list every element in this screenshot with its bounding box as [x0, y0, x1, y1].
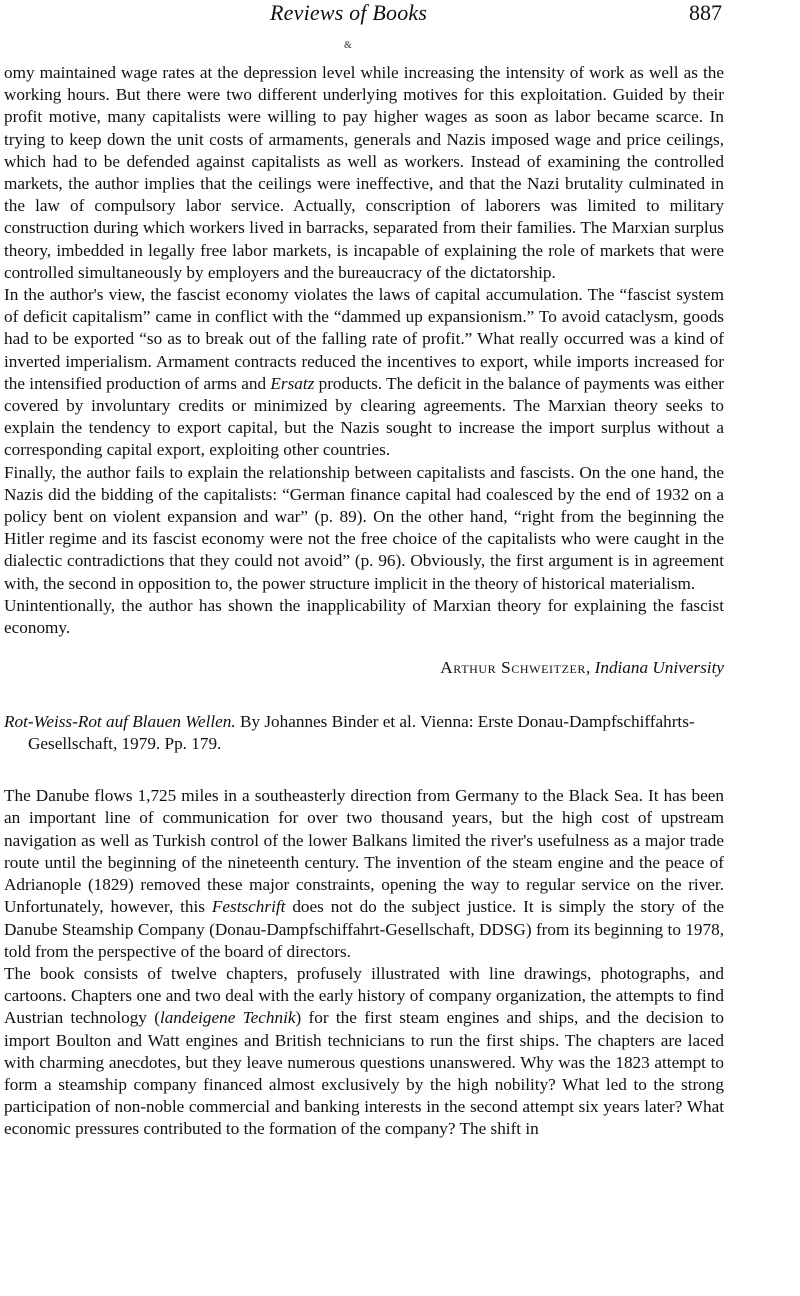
- review1-paragraph-4: Unintentionally, the author has shown the inapplicability of Marxian theory for explaining the fascist economy.: [4, 595, 724, 638]
- reviewer-institution: Indiana University: [594, 658, 724, 678]
- page-header: [0, 0, 800, 34]
- review2-p2-b: ) for the first steam engines and ships, and the decision to import Boulton and Watt engines and British technicians to run the first ships. The chapters are laced with charming anecdotes, but they leave numerous questions unanswered. Why was the 1823 attempt to form a steamship company financed almost exclusively by the high nobility? What led to the strong participation of non-noble commercial and banking interests in the second attempt six years later? What economic pressures contributed to the formation of the company? The shift in: [4, 1008, 724, 1139]
- page-number: 887: [689, 0, 722, 25]
- book-title: Rot-Weiss-Rot auf Blauen Wellen.: [4, 712, 236, 732]
- review1-paragraph-2: [4, 284, 724, 462]
- reviewer-name: Arthur Schweitzer: [440, 658, 587, 678]
- review1-p2-ersatz: Ersatz: [270, 373, 315, 393]
- review2-p1-b: does not do the subject justice. It is simply the story of the Danube Steamship Company (Donau-Dampfschiffahrt-Gesellschaft, DDSG) from its beginning to 1978, told from the perspective of the board of directors.: [4, 897, 724, 961]
- review2-p2-term: landeigene Technik: [159, 1008, 296, 1028]
- running-title: Reviews of Books: [270, 0, 428, 25]
- review1-paragraph-3: Finally, the author fails to explain the relationship between capitalists and fascists. On the one hand, the Nazis did the bidding of the capitalists: “German finance capital had coalesced by the end of 1932 on a policy bent on violent expansion and war” (p. 89). On the other hand, “right from the beginning the Hitler regime and its fascist economy were not the free choice of the capitalists who were caught in the dialectic contradictions that they could not avoid” (p. 96). Obviously, the first argument is in agreement with, the second in opposition to, the power structure implicit in the theory of historical materialism.: [4, 462, 724, 593]
- article-body: [4, 62, 724, 1141]
- review2-paragraph-2: [4, 963, 724, 1141]
- review1-paragraph-1: omy maintained wage rates at the depression level while increasing the intensity of work as well as the working hours. But there were two different underlying motives for this exploitation. Guided by their profit motive, many capitalists were willing to pay higher wages as soon as labor became scarce. In trying to keep down the unit costs of armaments, generals and Nazis imposed wage and price ceilings, which had to be defended against capitalists as well as workers. Instead of examining the controlled markets, the author implies that the ceilings were ineffective, and that the Nazi brutality culminated in the law of compulsory labor service. Actually, conscription of laborers was limited to military construction during which workers lived in barracks, separated from their families. The Marxian surplus theory, imbedded in legally free labor markets, is incapable of explaining the role of markets that were controlled simultaneously by employers and the bureaucracy of the dictatorship.: [4, 63, 724, 282]
- review2-p1-a: The Danube flows 1,725 miles in a southeasterly direction from Germany to the Black Sea. It has been an important line of communication for over two thousand years, but the high cost of upstream navigation as well as Turkish control of the lower Balkans limited the river's usefulness as a major trade route until the beginning of the nineteenth century. The invention of the steam engine and the peace of Adrianople (1829) removed these major constraints, opening the way to regular service on the river. Unfortunately, however, this: [4, 786, 724, 917]
- review2-paragraph-1: [4, 785, 724, 963]
- printer-mark: &: [344, 40, 352, 51]
- reviewer-signature: Arthur Schweitzer, Indiana University: [440, 658, 724, 678]
- review2-p1-festschrift: Festschrift: [211, 897, 286, 917]
- review2-p2-a: The book consists of twelve chapters, profusely illustrated with line drawings, photographs, and cartoons. Chapters one and two deal with the early history of company organization, the attempts to find Austrian technology (: [4, 963, 724, 1028]
- book-citation: [4, 711, 724, 755]
- review1-p2-tail: products. The deficit in the balance of payments was either covered by involuntary credits or minimized by clearing agreements. The Marxian theory seeks to explain the tendency to export capital, but the Nazis sought to increase the import surplus without a corresponding capital export, exploiting other countries.: [4, 373, 725, 460]
- book-details: By Johannes Binder et al. Vienna: Erste Donau-Dampfschiffahrts-Gesellschaft, 1979. Pp. 179.: [28, 712, 695, 754]
- review1-p2-text: In the author's view, the fascist economy violates the laws of capital accumulation. The “fascist system of deficit capitalism” came in conflict with the “dammed up expansionism.” To avoid cataclysm, goods had to be exported “so as to break out of the falling rate of profit.” What really occurred was a kind of inverted imperialism. Armament contracts reduced the incentives to export, while imports increased for the intensified production of arms and: [4, 285, 724, 393]
